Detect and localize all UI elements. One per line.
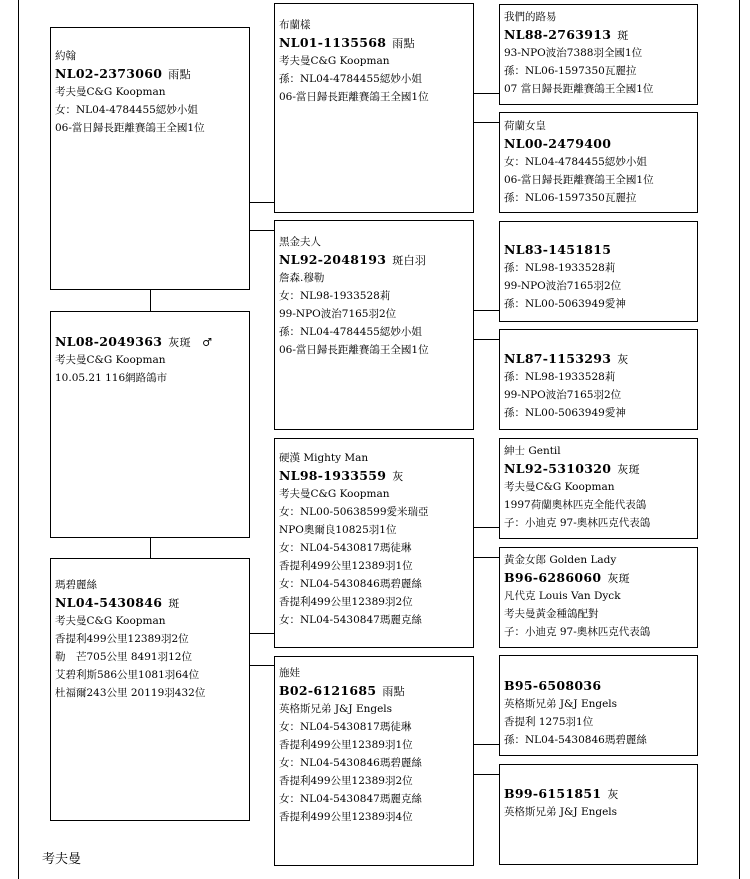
connector-line	[474, 310, 499, 311]
connector-line	[474, 122, 499, 123]
bird-color: 灰	[392, 470, 404, 483]
sire-sire-card	[274, 3, 474, 213]
detail-line: 孫：NL06-1597350瓦麗拉	[504, 192, 637, 204]
sss-card	[499, 4, 698, 105]
bird-color: 雨點	[168, 68, 191, 81]
bird-color: 斑	[617, 29, 629, 42]
detail-line: 女：NL04-5430817瑪徒琳	[279, 542, 412, 554]
dds-card	[499, 655, 698, 756]
bird-color: 斑	[168, 597, 180, 610]
detail-line: 女：NL04-5430846瑪碧麗絲	[279, 578, 422, 590]
bird-name: 施娃	[279, 667, 300, 679]
detail-line: 考夫曼C&G Koopman	[504, 481, 615, 493]
detail-line: 孫：NL98-1933528莉	[504, 371, 616, 383]
detail-line: 女：NL04-5430846瑪碧麗絲	[279, 757, 422, 769]
detail-line: 艾碧利斯586公里1081羽64位	[55, 669, 200, 681]
ssd-card	[499, 112, 698, 213]
bird-color: 灰斑 ♂	[168, 336, 213, 349]
detail-line: 考夫曼C&G Koopman	[279, 55, 390, 67]
detail-line: 女：NL04-4784455綛妙小姐	[504, 156, 647, 168]
ring-number: NL01-1135568 雨點	[279, 35, 415, 50]
bird-name: 硬漢 Mighty Man	[279, 452, 369, 464]
detail-line: 孫：NL06-1597350瓦麗拉	[504, 65, 637, 77]
dam-sire-card	[274, 438, 474, 648]
detail-line: 凡代克 Louis Van Dyck	[504, 590, 621, 602]
bird-color: 灰	[617, 353, 629, 366]
bird-name: 紳士 Gentil	[504, 445, 561, 457]
bird-color: 雨點	[382, 685, 405, 698]
detail-line: 06-當日歸長距離賽鴿王全國1位	[279, 91, 429, 103]
detail-line: 杜福爾243公里 20119羽432位	[55, 687, 206, 699]
detail-line: 香提利499公里12389羽2位	[279, 596, 413, 608]
ring-number: B95-6508036	[504, 678, 602, 693]
sdd-card	[499, 329, 698, 430]
detail-line: 女：NL04-5430817瑪徒琳	[279, 721, 412, 733]
bird-color: 斑白羽	[392, 254, 427, 267]
ring-number: NL98-1933559 灰	[279, 468, 404, 483]
dam-dam-card	[274, 656, 474, 866]
detail-line: 99-NPO波治7165羽2位	[279, 308, 397, 320]
connector-line	[474, 744, 499, 745]
sire-card	[50, 27, 250, 290]
subject-card	[50, 311, 250, 538]
detail-line: 99-NPO波治7165羽2位	[504, 389, 622, 401]
ring-number: NL83-1451815	[504, 242, 612, 257]
detail-line: 女：NL00-50638599愛米瑞亞	[279, 506, 429, 518]
detail-line: 子：小迪克 97-奧林匹克代表鴿	[504, 517, 651, 529]
detail-line: 孫：NL04-4784455綛妙小姐	[279, 326, 422, 338]
bird-name: 布蘭樣	[279, 19, 311, 31]
detail-line: 孫：NL04-4784455綛妙小姐	[279, 73, 422, 85]
bird-color: 灰斑	[607, 572, 630, 585]
detail-line: 99-NPO波治7165羽2位	[504, 280, 622, 292]
bird-name: 約翰	[55, 50, 76, 62]
detail-line: 06-當日歸長距離賽鴿王全國1位	[279, 344, 429, 356]
footer-label: 考夫曼	[42, 852, 82, 867]
ring-number: NL02-2373060 雨點	[55, 66, 191, 81]
ring-number: B02-6121685 雨點	[279, 683, 405, 698]
detail-line: 考夫曼C&G Koopman	[55, 86, 166, 98]
detail-line: 07 當日歸長距離賽鴿王全國1位	[504, 83, 654, 95]
connector-line	[474, 93, 499, 94]
connector-line	[250, 633, 274, 634]
bird-color: 灰	[607, 788, 619, 801]
bird-name: 我們的路易	[504, 11, 557, 23]
detail-line: 勒 芒705公里 8491羽12位	[55, 651, 192, 663]
dss-card	[499, 438, 698, 539]
connector-line	[150, 538, 151, 558]
detail-line: 女：NL04-5430847瑪麗克絲	[279, 614, 422, 626]
detail-line: 香提利499公里12389羽2位	[279, 775, 413, 787]
ring-number: B96-6286060 灰斑	[504, 570, 630, 585]
bird-name: 黃金女郎 Golden Lady	[504, 554, 617, 566]
detail-line: 孫：NL00-5063949愛神	[504, 298, 626, 310]
bird-name: 瑪碧麗絲	[55, 579, 97, 591]
bird-color: 灰斑	[617, 463, 640, 476]
bird-name: 荷蘭女皇	[504, 120, 546, 132]
connector-line	[474, 557, 499, 558]
detail-line: 女：NL04-5430847瑪麗克絲	[279, 793, 422, 805]
detail-line: 女：NL98-1933528莉	[279, 290, 391, 302]
detail-line: 孫：NL04-5430846瑪碧麗絲	[504, 734, 647, 746]
detail-line: 香提利 1275羽1位	[504, 716, 594, 728]
detail-line: 英格斯兄弟 J&J Engels	[504, 698, 618, 710]
detail-line: 英格斯兄弟 J&J Engels	[279, 703, 393, 715]
detail-line: 考夫曼C&G Koopman	[55, 615, 166, 627]
detail-line: 06-當日歸長距離賽鴿王全國1位	[55, 122, 205, 134]
detail-line: 香提利499公里12389羽2位	[55, 633, 189, 645]
connector-line	[250, 202, 274, 203]
connector-line	[474, 339, 499, 340]
detail-line: NPO奧爾良10825羽1位	[279, 524, 397, 536]
detail-line: 英格斯兄弟 J&J Engels	[504, 806, 618, 818]
detail-line: 詹森.穆勒	[279, 272, 325, 284]
ring-number: NL88-2763913 斑	[504, 27, 629, 42]
detail-line: 孫：NL98-1933528莉	[504, 262, 616, 274]
ddd-card	[499, 764, 698, 865]
ring-number: NL92-2048193 斑白羽	[279, 252, 427, 267]
detail-line: 女：NL04-4784455綛妙小姐	[55, 104, 198, 116]
detail-line: 香提利499公里12389羽1位	[279, 560, 413, 572]
connector-line	[474, 527, 499, 528]
connector-line	[474, 774, 499, 775]
ring-number: NL00-2479400	[504, 136, 612, 151]
detail-line: 06-當日歸長距離賽鴿王全國1位	[504, 174, 654, 186]
detail-line: 93-NPO波治7388羽全國1位	[504, 47, 643, 59]
dam-card	[50, 558, 250, 821]
detail-line: 考夫曼C&G Koopman	[279, 488, 390, 500]
detail-line: 香提利499公里12389羽4位	[279, 811, 413, 823]
connector-line	[250, 230, 274, 231]
bird-name: 黑金夫人	[279, 236, 321, 248]
detail-line: 考夫曼C&G Koopman	[55, 354, 166, 366]
detail-line: 香提利499公里12389羽1位	[279, 739, 413, 751]
bird-color: 雨點	[392, 37, 415, 50]
detail-line: 1997荷蘭奧林匹克全能代表鴿	[504, 499, 647, 511]
dsd-card	[499, 547, 698, 648]
ring-number: B99-6151851 灰	[504, 786, 619, 801]
detail-line: 考夫曼黃金種鴿配對	[504, 608, 599, 620]
ring-number: NL04-5430846 斑	[55, 595, 180, 610]
ring-number: NL92-5310320 灰斑	[504, 461, 640, 476]
detail-line: 10.05.21 116網路鴿市	[55, 372, 168, 384]
detail-line: 子：小迪克 97-奧林匹克代表鴿	[504, 626, 651, 638]
connector-line	[250, 665, 274, 666]
ring-number: NL08-2049363 灰斑 ♂	[55, 334, 213, 349]
detail-line: 孫：NL00-5063949愛神	[504, 407, 626, 419]
sire-dam-card	[274, 220, 474, 430]
ring-number: NL87-1153293 灰	[504, 351, 629, 366]
connector-line	[150, 290, 151, 311]
sds-card	[499, 221, 698, 322]
